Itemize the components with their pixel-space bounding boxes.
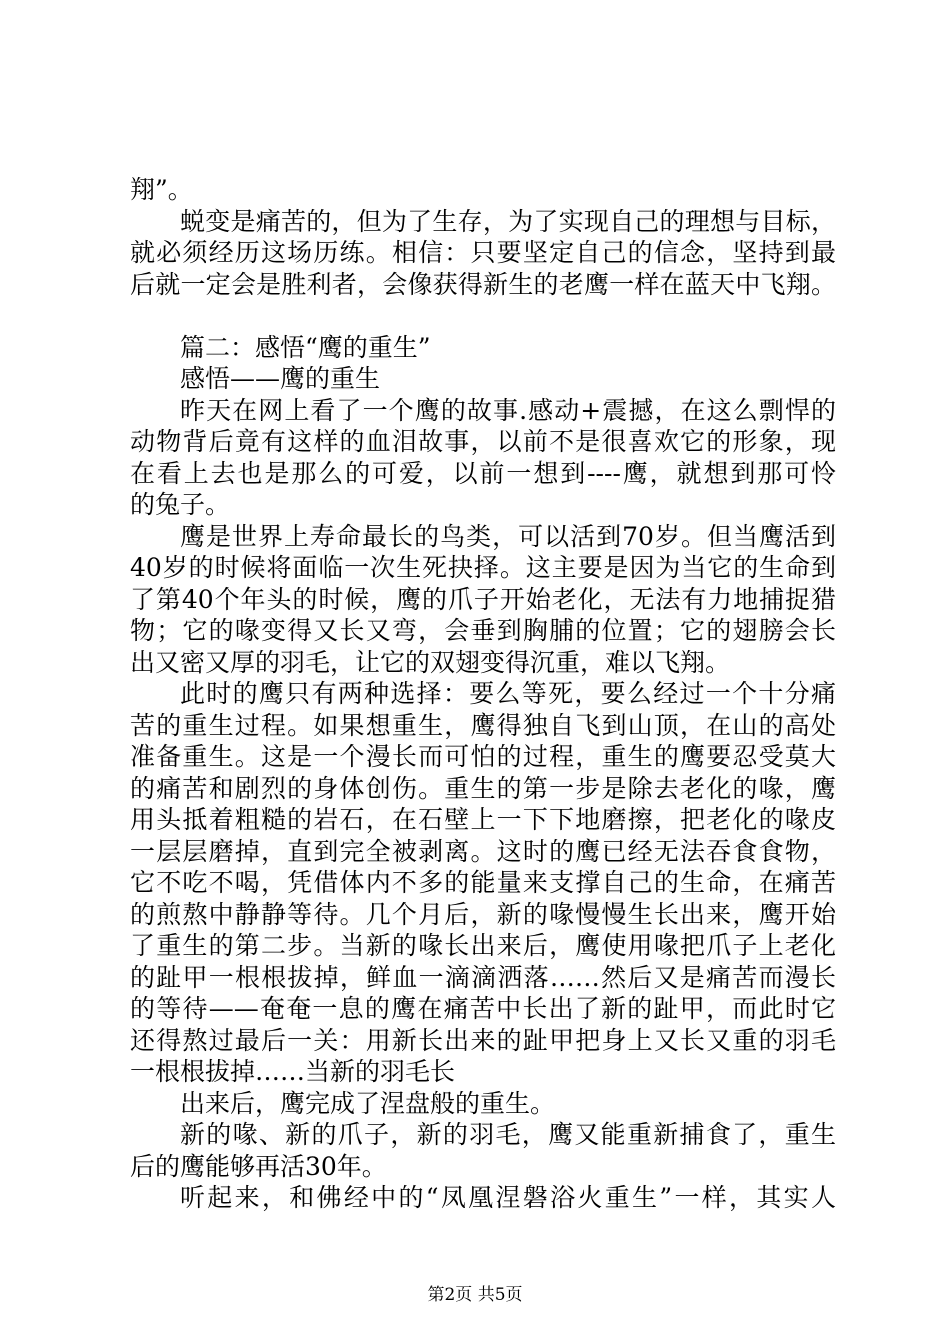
text-line: 出来后，鹰完成了涅盘般的重生。 (180, 1088, 556, 1118)
text-line: 昨天在网上看了一个鹰的故事.感动+震撼，在这么剽悍的 (180, 395, 836, 425)
document-body (130, 174, 836, 1214)
text-line: 的煎熬中静静等待。几个月后，新的喙慢慢生长出来，鹰开始 (130, 899, 836, 929)
text-line: 一根根拔掉……当新的羽毛长 (130, 1057, 456, 1086)
page-number-footer: 第2页 共5页 (427, 1285, 523, 1305)
text-line: 了重生的第二步。当新的喙长出来后，鹰使用喙把爪子上老化 (130, 931, 836, 960)
text-line: 的趾甲一根根拔掉，鲜血一滴滴洒落……然后又是痛苦而漫长 (130, 962, 836, 992)
text-line: 听起来，和佛经中的“凤凰涅磐浴火重生”一样，其实人 (180, 1183, 836, 1212)
blank-line (130, 300, 836, 332)
text-line: 蜕变是痛苦的，但为了生存，为了实现自己的理想与目标， (180, 206, 836, 236)
text-line: 后的鹰能够再活30年。 (130, 1151, 387, 1181)
text-line: 出又密又厚的羽毛，让它的双翅变得沉重，难以飞翔。 (130, 647, 731, 677)
text-line: 鹰是世界上寿命最长的鸟类，可以活到70岁。但当鹰活到 (180, 521, 836, 551)
text-line: 用头抵着粗糙的岩石，在石壁上一下下地磨擦，把老化的喙皮 (130, 805, 836, 834)
text-line: 的痛苦和剧烈的身体创伤。重生的第一步是除去老化的喙，鹰 (130, 773, 836, 803)
text-line: 一层层磨掉，直到完全被剥离。这时的鹰已经无法吞食食物， (130, 836, 836, 866)
text-line: 此时的鹰只有两种选择：要么等死，要么经过一个十分痛 (180, 679, 836, 708)
text-line: 新的喙、新的爪子，新的羽毛，鹰又能重新捕食了，重生 (180, 1120, 836, 1149)
text-line: 的兔子。 (130, 490, 231, 519)
text-line: 的等待——奄奄一息的鹰在痛苦中长出了新的趾甲，而此时它 (130, 994, 836, 1023)
article-title: 感悟——鹰的重生 (180, 364, 381, 393)
text-line: 40岁的时候将面临一次生死抉择。这主要是因为当它的生命到 (130, 553, 836, 582)
text-line: 就必须经历这场历练。相信：只要坚定自己的信念，坚持到最 (130, 238, 836, 267)
text-line: 了第40个年头的时候，鹰的爪子开始老化，无法有力地捕捉猎 (130, 584, 836, 614)
text-line: 后就一定会是胜利者，会像获得新生的老鹰一样在蓝天中飞翔。 (130, 269, 836, 299)
text-line: 还得熬过最后一关：用新长出来的趾甲把身上又长又重的羽毛 (130, 1025, 836, 1055)
text-line: 准备重生。这是一个漫长而可怕的过程，重生的鹰要忍受莫大 (130, 742, 836, 771)
section-heading: 篇二：感悟“鹰的重生” (180, 332, 431, 362)
text-line: 在看上去也是那么的可爱，以前一想到----鹰，就想到那可怜 (130, 458, 836, 488)
text-line: 物；它的喙变得又长又弯，会垂到胸脯的位置；它的翅膀会长 (130, 616, 836, 645)
text-line: 苦的重生过程。如果想重生，鹰得独自飞到山顶，在山的高处 (130, 710, 836, 740)
text-line: 翔”。 (130, 175, 193, 204)
text-line: 动物背后竟有这样的血泪故事，以前不是很喜欢它的形象，现 (130, 427, 836, 456)
text-line: 它不吃不喝，凭借体内不多的能量来支撑自己的生命，在痛苦 (130, 868, 836, 897)
